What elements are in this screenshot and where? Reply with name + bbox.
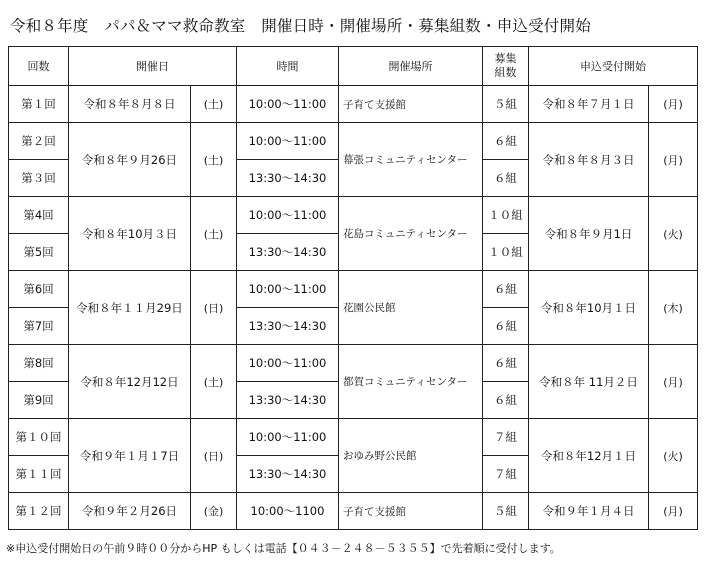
- reception-date-cell: 令和９年１月４日: [529, 493, 649, 530]
- round-cell: 第8回: [9, 345, 69, 382]
- place-cell: 子育て支援館: [339, 86, 483, 123]
- reception-date-cell: 令和８年８月３日: [529, 123, 649, 197]
- page-title: 令和８年度 パパ＆ママ救命教室 開催日時・開催場所・募集組数・申込受付開始: [10, 17, 591, 35]
- header-reception: 申込受付開始: [529, 47, 698, 86]
- groups-cell: ６組: [483, 382, 529, 419]
- reception-weekday-cell: (火): [649, 419, 698, 493]
- header-date: 開催日: [69, 47, 237, 86]
- round-cell: 第１２回: [9, 493, 69, 530]
- table-row: [9, 419, 698, 456]
- reception-date-cell: 令和８年７月１日: [529, 86, 649, 123]
- groups-cell: ５組: [483, 493, 529, 530]
- round-cell: 第5回: [9, 234, 69, 271]
- groups-cell: ７組: [483, 456, 529, 493]
- table-row: [9, 345, 698, 382]
- round-cell: 第３回: [9, 160, 69, 197]
- header-time: 時間: [237, 47, 339, 86]
- reception-date-cell: 令和８年９月1日: [529, 197, 649, 271]
- date-cell: 令和８年12月12日: [69, 345, 191, 419]
- table-row: [9, 86, 698, 123]
- round-cell: 第9回: [9, 382, 69, 419]
- footnote: ※申込受付開始日の午前９時００分からHP もしくは電話【０４３－２４８－５３５５】で先着順に受付します。: [6, 542, 561, 555]
- weekday-cell: (日): [191, 419, 237, 493]
- date-cell: 令和８年１１月29日: [69, 271, 191, 345]
- reception-weekday-cell: (火): [649, 197, 698, 271]
- date-cell: 令和８年９月26日: [69, 123, 191, 197]
- reception-weekday-cell: (月): [649, 86, 698, 123]
- place-cell: 花島コミュニティセンター: [339, 197, 483, 271]
- place-cell: おゆみ野公民館: [339, 419, 483, 493]
- header-groups: [483, 47, 529, 86]
- header-place: 開催場所: [339, 47, 483, 86]
- table-row: [9, 197, 698, 234]
- date-cell: 令和８年８月８日: [69, 86, 191, 123]
- place-cell: 子育て支援館: [339, 493, 483, 530]
- reception-weekday-cell: (月): [649, 493, 698, 530]
- weekday-cell: (土): [191, 123, 237, 197]
- round-cell: 第１１回: [9, 456, 69, 493]
- date-cell: 令和９年２月26日: [69, 493, 191, 530]
- groups-cell: ５組: [483, 86, 529, 123]
- time-cell: 13:30～14:30: [237, 382, 339, 419]
- place-cell: 幕張コミュニティセンター: [339, 123, 483, 197]
- header-groups-line2: 組数: [494, 66, 517, 79]
- time-cell: 10:00～1100: [237, 493, 339, 530]
- table-row: [9, 493, 698, 530]
- time-cell: 10:00～11:00: [237, 345, 339, 382]
- header-groups-line1: 募集: [494, 52, 517, 65]
- time-cell: 10:00～11:00: [237, 123, 339, 160]
- place-cell: 都賀コミュニティセンター: [339, 345, 483, 419]
- round-cell: 第4回: [9, 197, 69, 234]
- groups-cell: ６組: [483, 345, 529, 382]
- time-cell: 10:00～11:00: [237, 271, 339, 308]
- reception-date-cell: 令和８年12月１日: [529, 419, 649, 493]
- groups-cell: ６組: [483, 160, 529, 197]
- reception-weekday-cell: (月): [649, 345, 698, 419]
- date-cell: 令和８年10月３日: [69, 197, 191, 271]
- round-cell: 第7回: [9, 308, 69, 345]
- time-cell: 10:00～11:00: [237, 419, 339, 456]
- time-cell: 13:30～14:30: [237, 456, 339, 493]
- date-cell: 令和９年１月１7日: [69, 419, 191, 493]
- reception-date-cell: 令和８年 11月２日: [529, 345, 649, 419]
- round-cell: 第２回: [9, 123, 69, 160]
- round-cell: 第１回: [9, 86, 69, 123]
- groups-cell: ６組: [483, 123, 529, 160]
- weekday-cell: (土): [191, 86, 237, 123]
- header-round: 回数: [9, 47, 69, 86]
- reception-weekday-cell: (月): [649, 123, 698, 197]
- time-cell: 10:00～11:00: [237, 197, 339, 234]
- place-cell: 花園公民館: [339, 271, 483, 345]
- time-cell: 13:30～14:30: [237, 308, 339, 345]
- weekday-cell: (土): [191, 197, 237, 271]
- groups-cell: ６組: [483, 271, 529, 308]
- table-row: [9, 123, 698, 160]
- time-cell: 10:00～11:00: [237, 86, 339, 123]
- weekday-cell: (金): [191, 493, 237, 530]
- schedule-table: [8, 46, 698, 530]
- time-cell: 13:30～14:30: [237, 160, 339, 197]
- header-row: [9, 47, 698, 86]
- groups-cell: １０組: [483, 197, 529, 234]
- weekday-cell: (土): [191, 345, 237, 419]
- groups-cell: １０組: [483, 234, 529, 271]
- groups-cell: ７組: [483, 419, 529, 456]
- groups-cell: ６組: [483, 308, 529, 345]
- reception-date-cell: 令和８年10月１日: [529, 271, 649, 345]
- time-cell: 13:30～14:30: [237, 234, 339, 271]
- round-cell: 第6回: [9, 271, 69, 308]
- round-cell: 第１０回: [9, 419, 69, 456]
- weekday-cell: (日): [191, 271, 237, 345]
- reception-weekday-cell: (木): [649, 271, 698, 345]
- table-row: [9, 271, 698, 308]
